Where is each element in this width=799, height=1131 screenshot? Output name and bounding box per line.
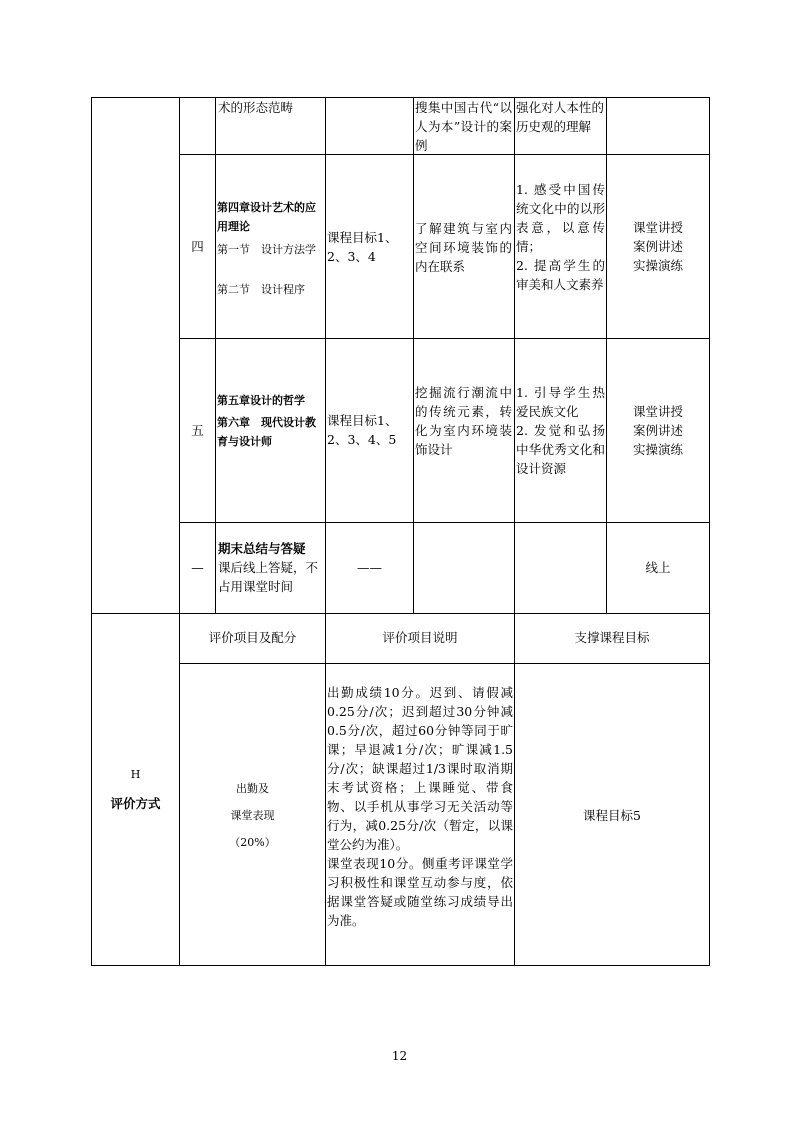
case-cell: 搜集中国古代“以人为本”设计的案例 [415, 100, 512, 153]
course-goals: —— [357, 560, 382, 575]
ideology-cell: 1. 引导学生热爱民族文化 2. 发觉和弘扬中华优秀文化和设计资源 [516, 385, 605, 476]
column-divider [215, 97, 216, 614]
content-cell: 术的形态范畴 [218, 100, 294, 115]
eval-item-label: 出勤及 [236, 782, 269, 795]
table-left-border [91, 97, 92, 966]
page-number: 12 [391, 1049, 408, 1063]
teaching-method: 线上 [645, 560, 671, 575]
table-top-border [91, 97, 710, 98]
course-goals: 课程目标1、2、3、4 [327, 230, 398, 264]
case-cell: 了解建筑与室内空间环境装饰的内在联系 [415, 221, 512, 274]
column-divider [606, 97, 607, 614]
final-review-desc: 课后线上答疑，不占用课堂时间 [218, 560, 319, 594]
case-cell: 挖掘流行潮流中的传统元素，转化为室内环境装饰设计 [415, 385, 512, 457]
column-divider [325, 97, 326, 966]
row-number: — [191, 560, 204, 575]
teaching-method: 课堂讲授 案例讲述 实操演练 [632, 220, 683, 273]
column-divider [514, 97, 515, 966]
final-review-title: 期末总结与答疑 [218, 541, 306, 556]
eval-header-description: 评价项目说明 [382, 630, 458, 645]
chapter-title: 第四章设计艺术的应用理论 [217, 201, 316, 233]
eval-item-label: 课堂表现 [230, 809, 275, 822]
column-divider [413, 97, 414, 614]
eval-goal: 课程目标5 [583, 808, 641, 823]
section-item: 第一节 设计方法学 [217, 243, 316, 256]
ideology-cell: 1. 感受中国传统文化中的以形表意，以意传情； 2. 提高学生的审美和人文素养 [516, 182, 605, 292]
chapter-title: 第五章设计的哲学 [217, 394, 305, 407]
row-number: 四 [191, 239, 204, 254]
teaching-method: 课堂讲授 案例讲述 实操演练 [632, 404, 683, 457]
eval-item-weight: （20%） [229, 836, 276, 849]
section-divider [91, 613, 710, 614]
eval-header-item: 评价项目及配分 [208, 630, 297, 645]
table-bottom-border [91, 965, 710, 966]
section-item: 第二节 设计程序 [217, 283, 305, 296]
row-divider [179, 338, 710, 339]
chapter-title: 第六章 现代设计教育与设计师 [217, 416, 316, 448]
ideology-cell: 强化对人本性的历史观的理解 [516, 100, 604, 134]
eval-description: 出勤成绩10分。迟到、请假减0.25分/次；迟到超过30分钟减0.5分/次，超过60分钟等同于旷课；早退减1分/次；旷课减1.5分/次；缺课超过1/3课时取消期末考试资格；上课睡觉、带食物、以手机从事学习无关活动等行为，减0.25分/次（暂定，以课堂公约为准）。 课堂表现10分。侧重考评课堂学习积极性和课堂互动参与度，依据课堂答疑或随堂练习成绩导出为准。 [327, 685, 513, 928]
eval-header-divider [179, 663, 710, 664]
row-number: 五 [191, 423, 204, 438]
row-divider [179, 522, 710, 523]
section-letter: H [130, 768, 141, 781]
section-title: 评价方式 [110, 796, 161, 811]
table-right-border [709, 97, 710, 966]
eval-header-goal: 支撑课程目标 [574, 630, 650, 645]
course-goals: 课程目标1、2、3、4、5 [327, 413, 398, 447]
